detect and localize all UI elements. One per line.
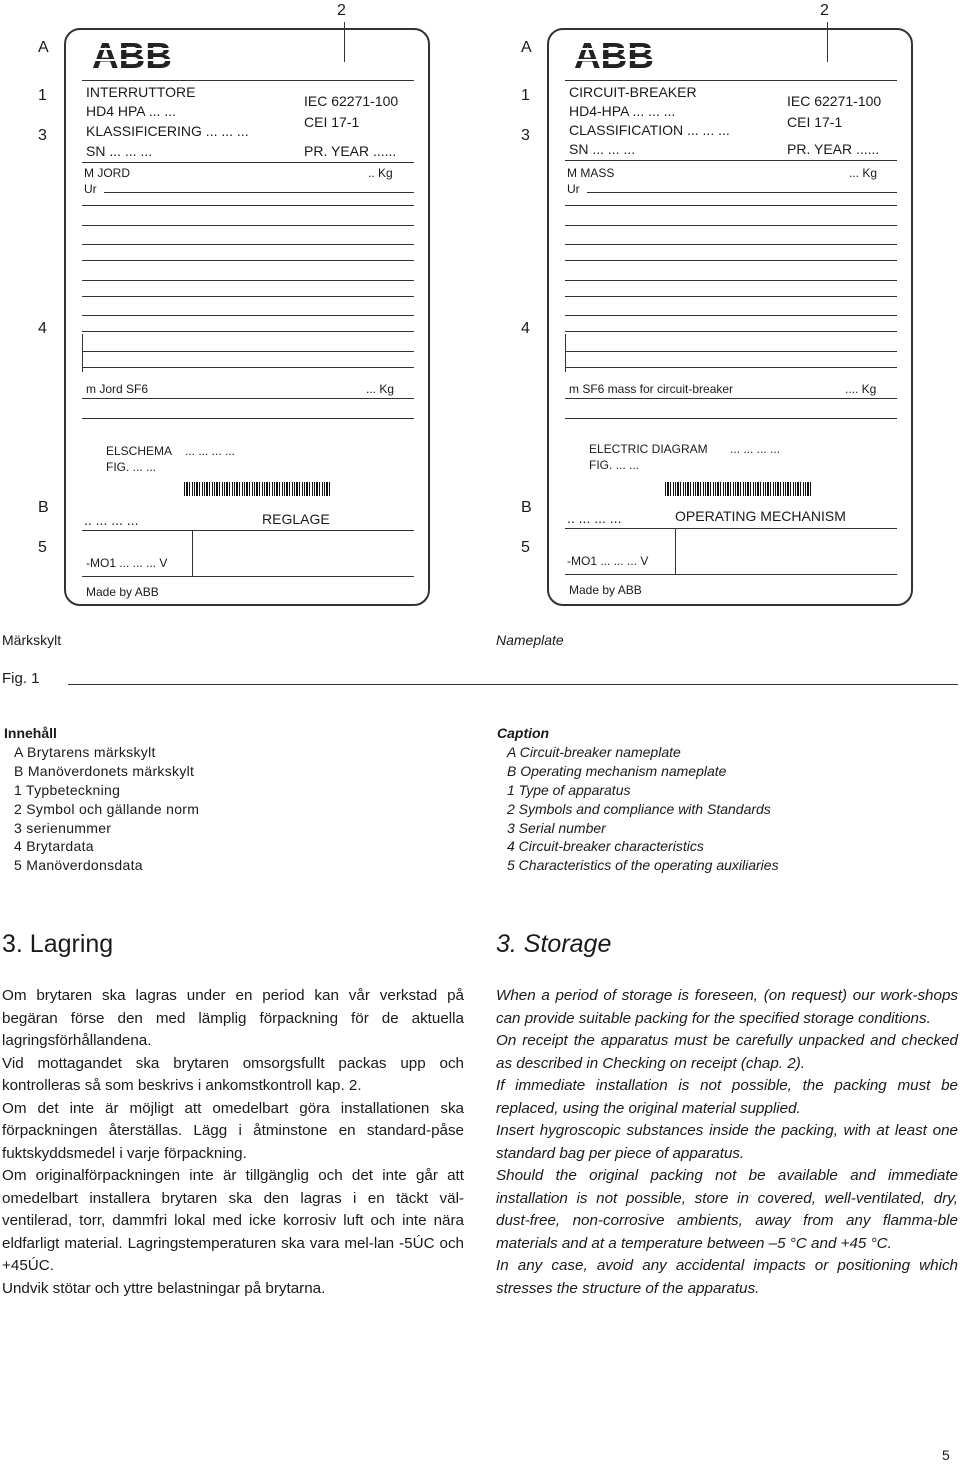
svg-text:ABB: ABB: [92, 38, 172, 72]
legend-item: B Operating mechanism nameplate: [507, 762, 727, 779]
abb-logo: [574, 38, 654, 72]
paragraph: Om originalförpackningen inte är tillgänglig och det inte går att omedelbart installera brytaren ska den lagras i en täckt väl-ventilerad, torr, dammfri lokal med icke korrosiv luft och inte nära eldfarligt material. Lagringstemperaturen ska vara mel-lan -5ÚC och +45ÚC.: [2, 1167, 464, 1274]
paragraph: Om det inte är möjligt att omedelbart göra installationen ska förpackningen återställas. Lägg i åtminstone en standard-påse fuktskyddsmedel i varje förpackning.: [2, 1099, 464, 1162]
svg-text:ABB: ABB: [574, 38, 654, 72]
legend-item: 3 Serial number: [507, 819, 606, 836]
legend-swedish: [4, 724, 404, 875]
model-line: HD4-HPA ... ... ...: [569, 103, 676, 119]
figure-label: Fig. 1: [2, 670, 40, 687]
mass-value: .. Kg: [368, 166, 393, 180]
paragraph: On receipt the apparatus must be carefully unpacked and checked as described in Checking on receipt (chap. 2).: [496, 1032, 958, 1072]
production-year: PR. YEAR ......: [787, 141, 880, 157]
paragraph: Undvik stötar och yttre belastningar på brytarna.: [2, 1279, 326, 1297]
mo1-voltage: -MO1 ... ... ... V: [567, 554, 649, 568]
paragraph: Insert hygroscopic substances inside the packing, with at least one standard bag per piece of apparatus.: [496, 1122, 958, 1162]
marker-5: 5: [521, 539, 530, 556]
standard-iec: IEC 62271-100: [304, 93, 399, 109]
ur-label: Ur: [567, 182, 580, 196]
legend-item: 2 Symbol och gällande norm: [14, 800, 200, 817]
sf6-mass-value: ... Kg: [366, 382, 395, 396]
paragraph: Om brytaren ska lagras under en period kan vår verkstad på begäran förse den med lämplig förpackning för de aktuella lagringsförhållandena.: [2, 987, 464, 1049]
legend-item: 4 Circuit-breaker characteristics: [507, 838, 704, 855]
paragraph: When a period of storage is foreseen, (on request) our work-shops can provide suitable packing for the specified storage conditions.: [496, 987, 958, 1027]
sf6-mass-label: m Jord SF6: [86, 382, 149, 396]
diagram-value: ... ... ... ...: [730, 442, 781, 456]
marker-4: 4: [521, 320, 530, 337]
type-line: INTERRUTTORE: [86, 84, 196, 100]
marker-4: 4: [38, 320, 47, 337]
classification-line: CLASSIFICATION ... ... ...: [569, 122, 730, 138]
legend-item: 1 Type of apparatus: [507, 781, 631, 798]
legend-english: [497, 724, 947, 875]
legend-item: 5 Characteristics of the operating auxiliaries: [507, 857, 779, 874]
page-number: 5: [942, 1447, 950, 1463]
marker-1: 1: [521, 87, 530, 104]
ur-label: Ur: [84, 182, 97, 196]
sf6-mass-label: m SF6 mass for circuit-breaker: [569, 382, 734, 396]
paragraph: In any case, avoid any accidental impacts or positioning which stresses the structure of the apparatus.: [496, 1257, 958, 1297]
marker-b: B: [521, 499, 532, 516]
mass-label: M JORD: [84, 166, 130, 180]
figure-rule: [68, 684, 958, 685]
section-heading-english: 3. Storage: [496, 930, 612, 958]
model-line: HD4 HPA ... ...: [86, 103, 176, 119]
paragraph: Should the original packing not be available and immediate installation is not possible, store in covered, well-ventilated, dry, dust-free, non-corrosive ambients, away from any flamma-ble materials and at a temperature between –5 °C and +45 °C.: [496, 1167, 958, 1252]
legend-title: Caption: [497, 725, 550, 741]
fig-label: FIG. ... ...: [106, 460, 157, 474]
caption-left-plate: Märkskylt: [2, 632, 62, 648]
mo1-voltage: -MO1 ... ... ... V: [86, 556, 168, 570]
section-heading-swedish: 3. Lagring: [2, 930, 114, 958]
standard-cei: CEI 17-1: [304, 114, 360, 130]
standard-iec: IEC 62271-100: [787, 93, 882, 109]
legend-item: B Manöverdonets märkskylt: [14, 762, 195, 779]
legend-item: 1 Typbeteckning: [14, 781, 121, 798]
caption-right-plate: Nameplate: [496, 632, 564, 648]
marker-3: 3: [521, 127, 530, 144]
marker-3: 3: [38, 127, 47, 144]
made-by: Made by ABB: [86, 585, 159, 599]
mass-label: M MASS: [567, 166, 615, 180]
legend-item: A Brytarens märkskylt: [14, 743, 156, 760]
paragraph: If immediate installation is not possible, the packing must be replaced, using the original material supplied.: [496, 1077, 958, 1117]
marker-5: 5: [38, 539, 47, 556]
body-swedish: [2, 985, 464, 1300]
barcode: [184, 482, 330, 496]
type-line: CIRCUIT-BREAKER: [569, 84, 697, 100]
sf6-mass-value: .... Kg: [845, 382, 877, 396]
marker-b: B: [38, 499, 49, 516]
paragraph: Vid mottagandet ska brytaren omsorgsfullt packas upp och kontrolleras så som beskrivs i ankomstkontroll kap. 2.: [2, 1054, 464, 1094]
classification-line: KLASSIFICERING ... ... ...: [86, 123, 249, 139]
legend-item: 5 Manöverdonsdata: [14, 857, 143, 874]
operating-dots: .. ... ... ...: [567, 510, 622, 526]
mass-value: ... Kg: [849, 166, 878, 180]
diagram-label: ELECTRIC DIAGRAM: [589, 442, 708, 456]
production-year: PR. YEAR ......: [304, 143, 397, 159]
standard-cei: CEI 17-1: [787, 114, 843, 130]
operating-title: REGLAGE: [262, 511, 330, 527]
marker-2: 2: [820, 2, 829, 19]
body-english: [496, 985, 958, 1300]
barcode: [665, 482, 811, 496]
made-by: Made by ABB: [569, 583, 642, 597]
fig-label: FIG. ... ...: [589, 458, 640, 472]
legend-item: 3 serienummer: [14, 819, 112, 836]
marker-1: 1: [38, 87, 47, 104]
abb-logo: [92, 38, 172, 72]
marker-2: 2: [337, 2, 346, 19]
serial-line: SN ... ... ...: [86, 143, 153, 159]
legend-item: 4 Brytardata: [14, 838, 94, 855]
serial-line: SN ... ... ...: [569, 141, 636, 157]
diagram-value: ... ... ... ...: [185, 444, 236, 458]
diagram-label: ELSCHEMA: [106, 444, 173, 458]
marker-a: A: [38, 39, 49, 56]
legend-item: 2 Symbols and compliance with Standards: [507, 800, 771, 817]
marker-a: A: [521, 39, 532, 56]
operating-dots: .. ... ... ...: [84, 512, 139, 528]
legend-title: Innehåll: [4, 725, 57, 741]
operating-title: OPERATING MECHANISM: [675, 508, 846, 524]
legend-item: A Circuit-breaker nameplate: [507, 743, 681, 760]
